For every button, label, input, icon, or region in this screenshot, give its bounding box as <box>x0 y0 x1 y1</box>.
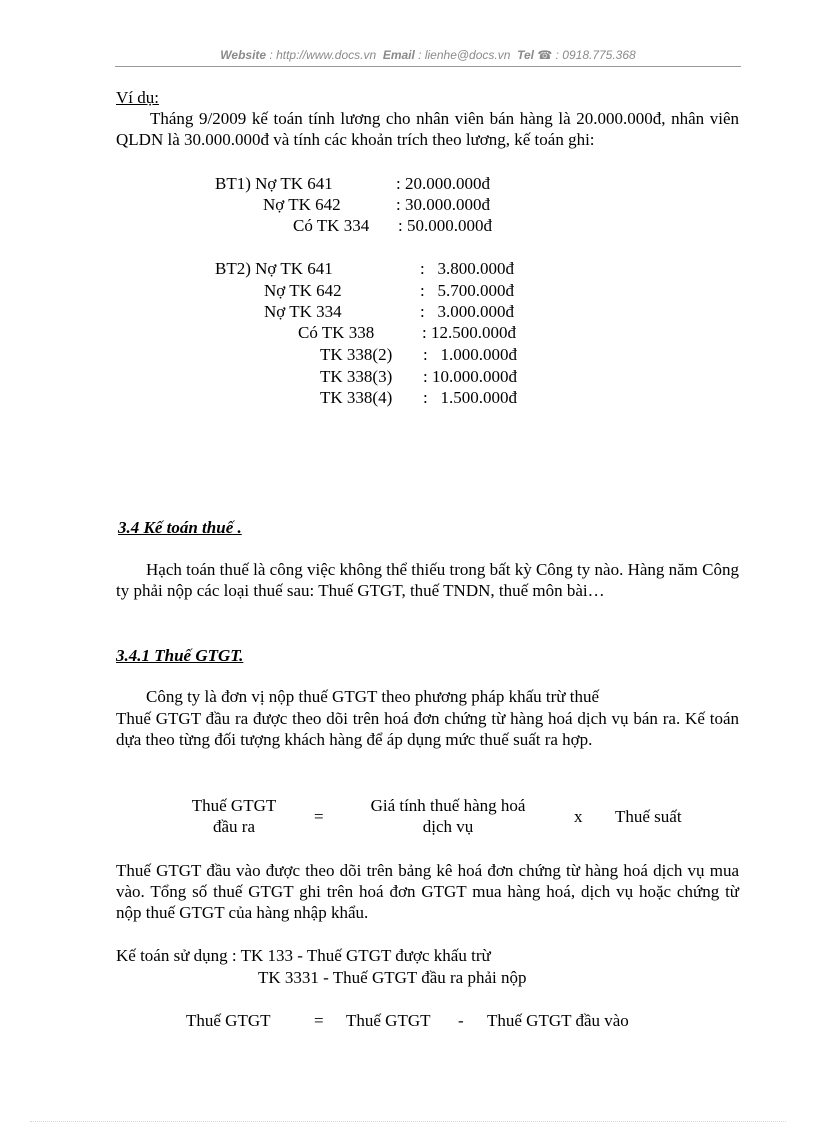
section-3-4-1-paragraph-2: Thuế GTGT đầu ra được theo dõi trên hoá đơn chứng từ hàng hoá dịch vụ bán ra. Kế toán dựa theo từng đối tượng khách hàng để áp dụng mức thuế suất ra hợp. <box>116 709 739 749</box>
formula1-times: x <box>574 807 583 826</box>
formula1-equals: = <box>314 807 324 826</box>
formula1-mid-line-1: Giá tính thuế hàng hoá <box>370 796 526 815</box>
formula1-rhs: Thuế suất <box>615 807 682 826</box>
bt2-row-1-value: : 3.800.000đ <box>420 259 514 278</box>
website-label: Website <box>220 48 267 62</box>
bt1-row-1-label: BT1) Nợ TK 641 <box>215 174 333 193</box>
bt2-row-6-value: : 10.000.000đ <box>423 367 517 386</box>
formula1-lhs-line-2: đầu ra <box>212 817 255 836</box>
bt1-row-2-value: : 30.000.000đ <box>396 195 490 214</box>
tel-label: Tel <box>517 48 534 62</box>
formula1-lhs-line-1: Thuế GTGT <box>191 796 277 815</box>
formula2-equals: = <box>314 1011 324 1030</box>
accounts-used-line-2: TK 3331 - Thuế GTGT đầu ra phải nộp <box>258 968 527 987</box>
input-vat-paragraph: Thuế GTGT đầu vào được theo dõi trên bảng kê hoá đơn chứng từ hàng hoá dịch vụ mua vào. Tổng số thuế GTGT ghi trên hoá đơn GTGT mua hàng hoá, dịch vụ hoặc chứng từ nộp thuế GTGT của hàng nhập khẩu. <box>116 861 739 922</box>
section-3-4-heading: 3.4 Kế toán thuế . <box>118 518 242 537</box>
formula2-minus: - <box>458 1011 464 1030</box>
bt1-row-3-value: : 50.000.000đ <box>398 216 492 235</box>
email-value: : lienhe@docs.vn <box>418 48 511 62</box>
formula2-lhs: Thuế GTGT <box>186 1011 271 1030</box>
bt2-row-2-label: Nợ TK 642 <box>264 281 342 300</box>
formula1-mid-line-2: dịch vụ <box>422 817 474 836</box>
email-label: Email <box>382 48 415 62</box>
formula2-term-2: Thuế GTGT đầu vào <box>487 1011 629 1030</box>
section-3-4-1-line-1: Công ty là đơn vị nộp thuế GTGT theo phương pháp khấu trừ thuế <box>146 687 600 706</box>
section-3-4-1-heading: 3.4.1 Thuế GTGT. <box>116 646 244 665</box>
accounts-used-line-1: Kế toán sử dụng : TK 133 - Thuế GTGT được khấu trừ <box>116 946 491 965</box>
website-value: : http://www.docs.vn <box>269 48 377 62</box>
bt2-row-3-label: Nợ TK 334 <box>264 302 342 321</box>
bt2-row-6-label: TK 338(3) <box>320 367 393 386</box>
example-heading: Ví dụ: <box>116 88 159 107</box>
phone-icon: ☎ <box>537 48 553 62</box>
bt2-row-7-value: : 1.500.000đ <box>423 388 517 407</box>
bt2-row-5-value: : 1.000.000đ <box>423 345 517 364</box>
bt2-row-7-label: TK 338(4) <box>320 388 393 407</box>
example-paragraph: Tháng 9/2009 kế toán tính lương cho nhân viên bán hàng là 20.000.000đ, nhân viên QLDN là 30.000.000đ và tính các khoản trích theo lương, kế toán ghi: <box>116 109 739 149</box>
bt1-row-2-label: Nợ TK 642 <box>263 195 341 214</box>
bt1-row-1-value: : 20.000.000đ <box>396 174 490 193</box>
tel-value: : 0918.775.368 <box>555 48 636 62</box>
header-divider <box>115 66 741 67</box>
bt2-row-2-value: : 5.700.000đ <box>420 281 514 300</box>
page-header <box>115 48 741 62</box>
bt2-row-4-value: : 12.500.000đ <box>422 323 516 342</box>
bt2-row-5-label: TK 338(2) <box>320 345 393 364</box>
bt2-row-1-label: BT2) Nợ TK 641 <box>215 259 333 278</box>
formula2-term-1: Thuế GTGT <box>346 1011 431 1030</box>
bt2-row-4-label: Có TK 338 <box>298 323 375 342</box>
bt2-row-3-value: : 3.000.000đ <box>420 302 514 321</box>
bt1-row-3-label: Có TK 334 <box>293 216 370 235</box>
footer-divider <box>30 1121 786 1122</box>
section-3-4-paragraph: Hạch toán thuế là công việc không thể thiếu trong bất kỳ Công ty nào. Hàng năm Công ty phải nộp các loại thuế sau: Thuế GTGT, thuế TNDN, thuế môn bài… <box>116 560 739 600</box>
